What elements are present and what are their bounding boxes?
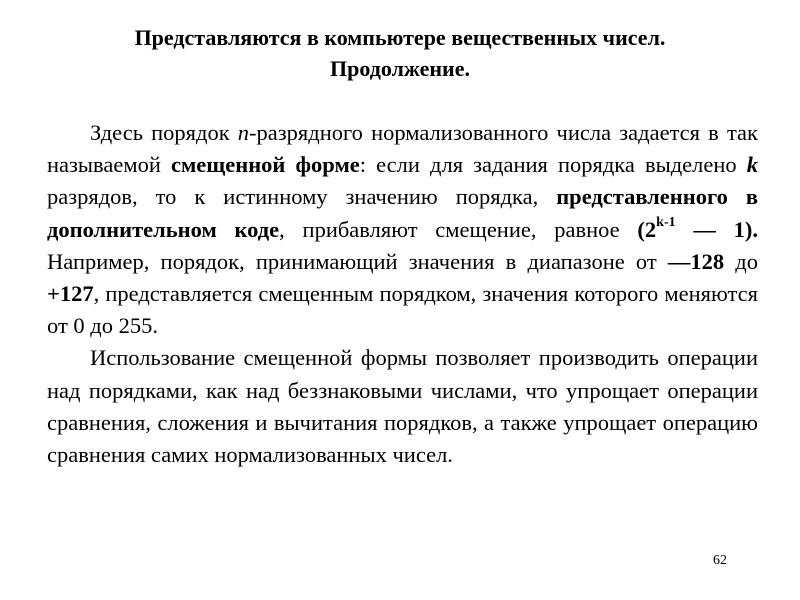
- bias-formula-base: (2: [637, 216, 657, 242]
- bias-formula-tail: — 1).: [675, 216, 758, 242]
- bias-formula: [637, 217, 758, 242]
- text-run: : если для задания порядка выделено: [359, 152, 747, 178]
- variable-n: n: [237, 120, 250, 145]
- text-run: , прибавляют смещение, равное: [279, 216, 638, 242]
- text-run: Например, порядок, принимающий значения в диапазоне от: [47, 248, 668, 274]
- range-min: —128: [667, 248, 725, 274]
- page-number: 62: [713, 553, 727, 568]
- range-max: +127: [47, 281, 94, 307]
- text-run: -разрядного нормализованного числа задается в так называемой: [47, 120, 758, 178]
- title-line-2: Продолжение.: [330, 56, 470, 81]
- paragraph-2: Использование смещенной формы позволяет производить операции над порядками, как над беззнаковыми числами, что упрощает операции сравнения, сложения и вычитания порядков, а также упрощает операцию сравнения самих нормализованных чисел.: [47, 345, 758, 468]
- variable-k: k: [746, 152, 758, 178]
- text-run: до: [724, 248, 758, 274]
- paragraph-1: [47, 117, 758, 342]
- text-run: разрядов, то к истинному значению порядка,: [47, 184, 557, 210]
- bias-formula-exponent: k-1: [656, 215, 676, 231]
- body-text: [47, 117, 758, 471]
- text-run: Здесь порядок: [90, 120, 238, 145]
- title-line-1: Представляются в компьютере вещественных чисел.: [134, 25, 666, 50]
- term-twos-complement: представленного в дополнительном коде: [47, 184, 758, 242]
- page-title: [40, 22, 760, 84]
- term-shifted-form: смещенной форме: [170, 152, 360, 178]
- text-run: , представляется смещенным порядком, значения которого меняются от 0 до 255.: [47, 281, 758, 339]
